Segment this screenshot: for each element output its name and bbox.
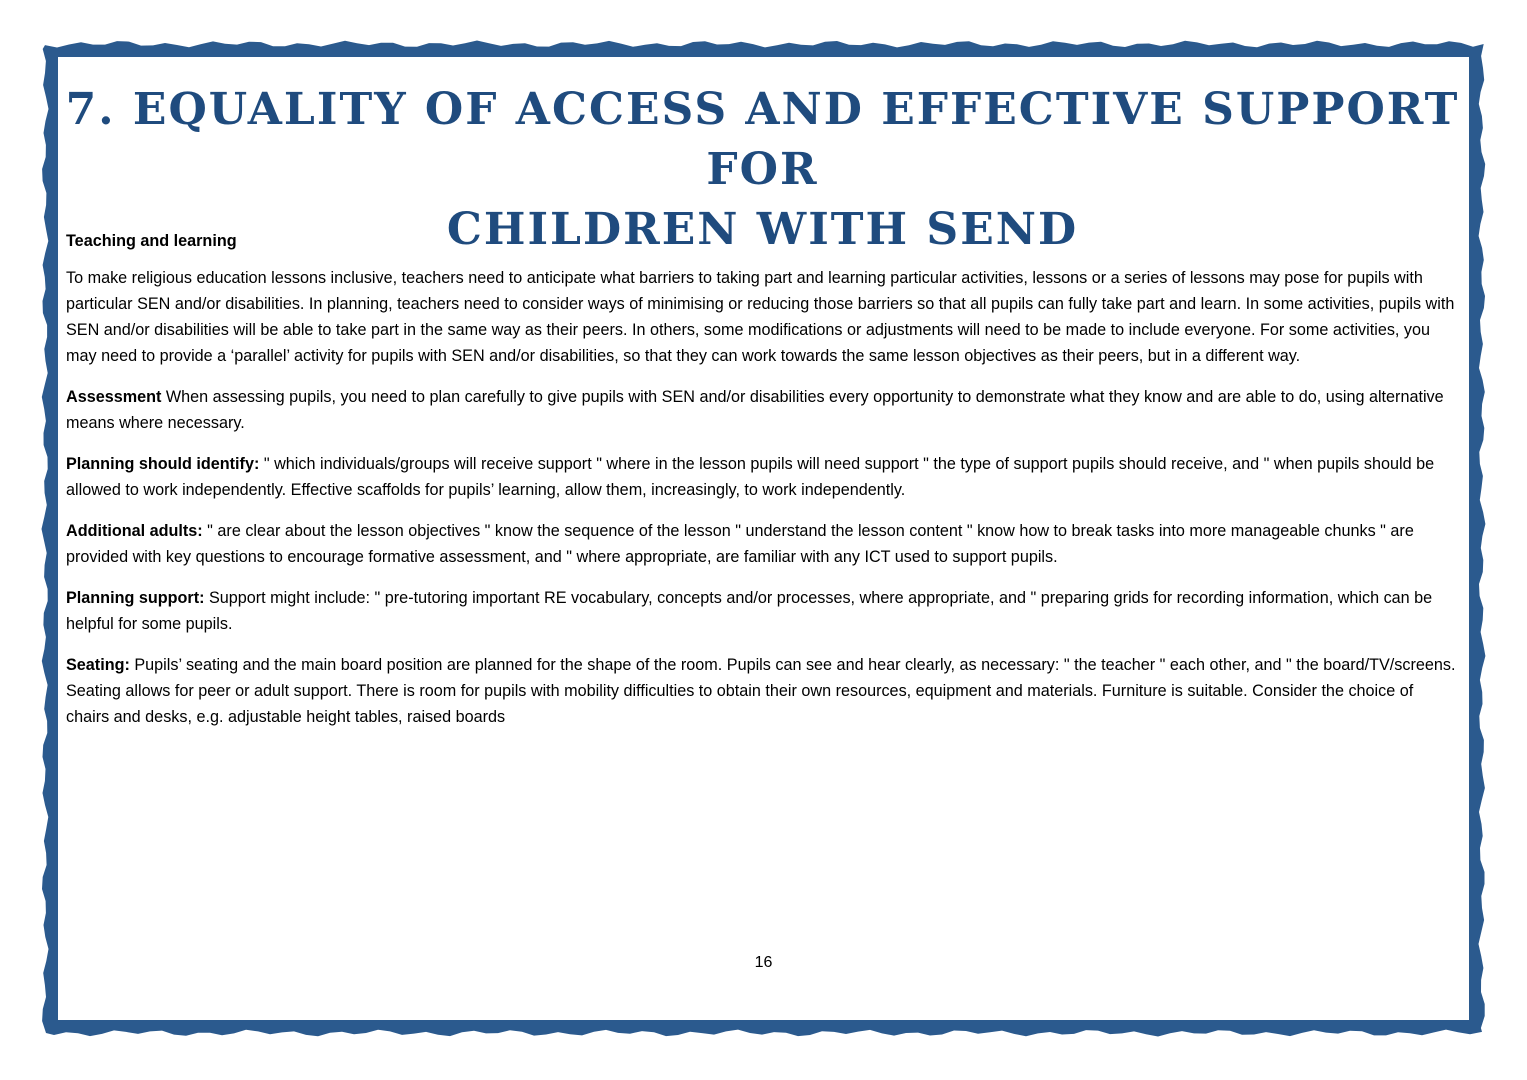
label-assessment: Assessment <box>66 388 162 406</box>
label-planning-support: Planning support: <box>66 589 205 607</box>
document-body <box>66 228 1456 745</box>
label-additional-adults: Additional adults: <box>66 522 203 540</box>
page-number: 16 <box>754 954 773 971</box>
label-seating: Seating: <box>66 656 130 674</box>
title-line-1: 7. EQUALITY OF ACCESS AND EFFECTIVE SUPPORT FOR <box>65 84 1460 195</box>
paragraph-planning-support: Planning support: Support might include: " pre-tutoring important RE vocabulary, concepts and/or processes, where appropriate, and " preparing grids for recording information, which can be helpful for some pupils. <box>66 589 1433 633</box>
label-planning-identify: Planning should identify: <box>66 455 260 473</box>
paragraph-seating: Seating: Pupils’ seating and the main board position are planned for the shape of the room. Pupils can see and hear clearly, as necessary: " the teacher " each other, and " the board/TV/screens. Seating allows for peer or adult support. There is room for pupils with mobility difficulties to obtain their own resources, equipment and materials. Furniture is suitable. Consider the choice of chairs and desks, e.g. adjustable height tables, raised boards <box>66 656 1456 726</box>
paragraph-additional-adults: Additional adults: " are clear about the lesson objectives " know the sequence of the lesson " understand the lesson content " know how to break tasks into more manageable chunks " are provided with key questions to encourage formative assessment, and " where appropriate, are familiar with any ICT used to support pupils. <box>66 522 1414 566</box>
paragraph-assessment: Assessment When assessing pupils, you need to plan carefully to give pupils with SEN and/or disabilities every opportunity to demonstrate what they know and are able to do, using alternative means where necessary. <box>66 388 1444 432</box>
paragraph-teaching: To make religious education lessons inclusive, teachers need to anticipate what barriers to taking part and learning particular activities, lessons or a series of lessons may pose for pupils with particular SEN and/or disabilities. In planning, teachers need to consider ways of minimising or reducing those barriers so that all pupils can fully take part and learn. In some activities, pupils with SEN and/or disabilities will be able to take part in the same way as their peers. In others, some modifications or adjustments will need to be made to include everyone. For some activities, you may need to provide a ‘parallel’ activity for pupils with SEN and/or disabilities, so that they can work towards the same lesson objectives as their peers, but in a different way. <box>66 269 1455 365</box>
paragraph-planning-identify: Planning should identify: " which individuals/groups will receive support " where in the lesson pupils will need support " the type of support pupils should receive, and " when pupils should be allowed to work independently. Effective scaffolds for pupils’ learning, allow them, increasingly, to work independently. <box>66 455 1435 499</box>
title-line-2: CHILDREN WITH SEND <box>446 204 1079 255</box>
section-heading-teaching: Teaching and learning <box>66 232 237 250</box>
